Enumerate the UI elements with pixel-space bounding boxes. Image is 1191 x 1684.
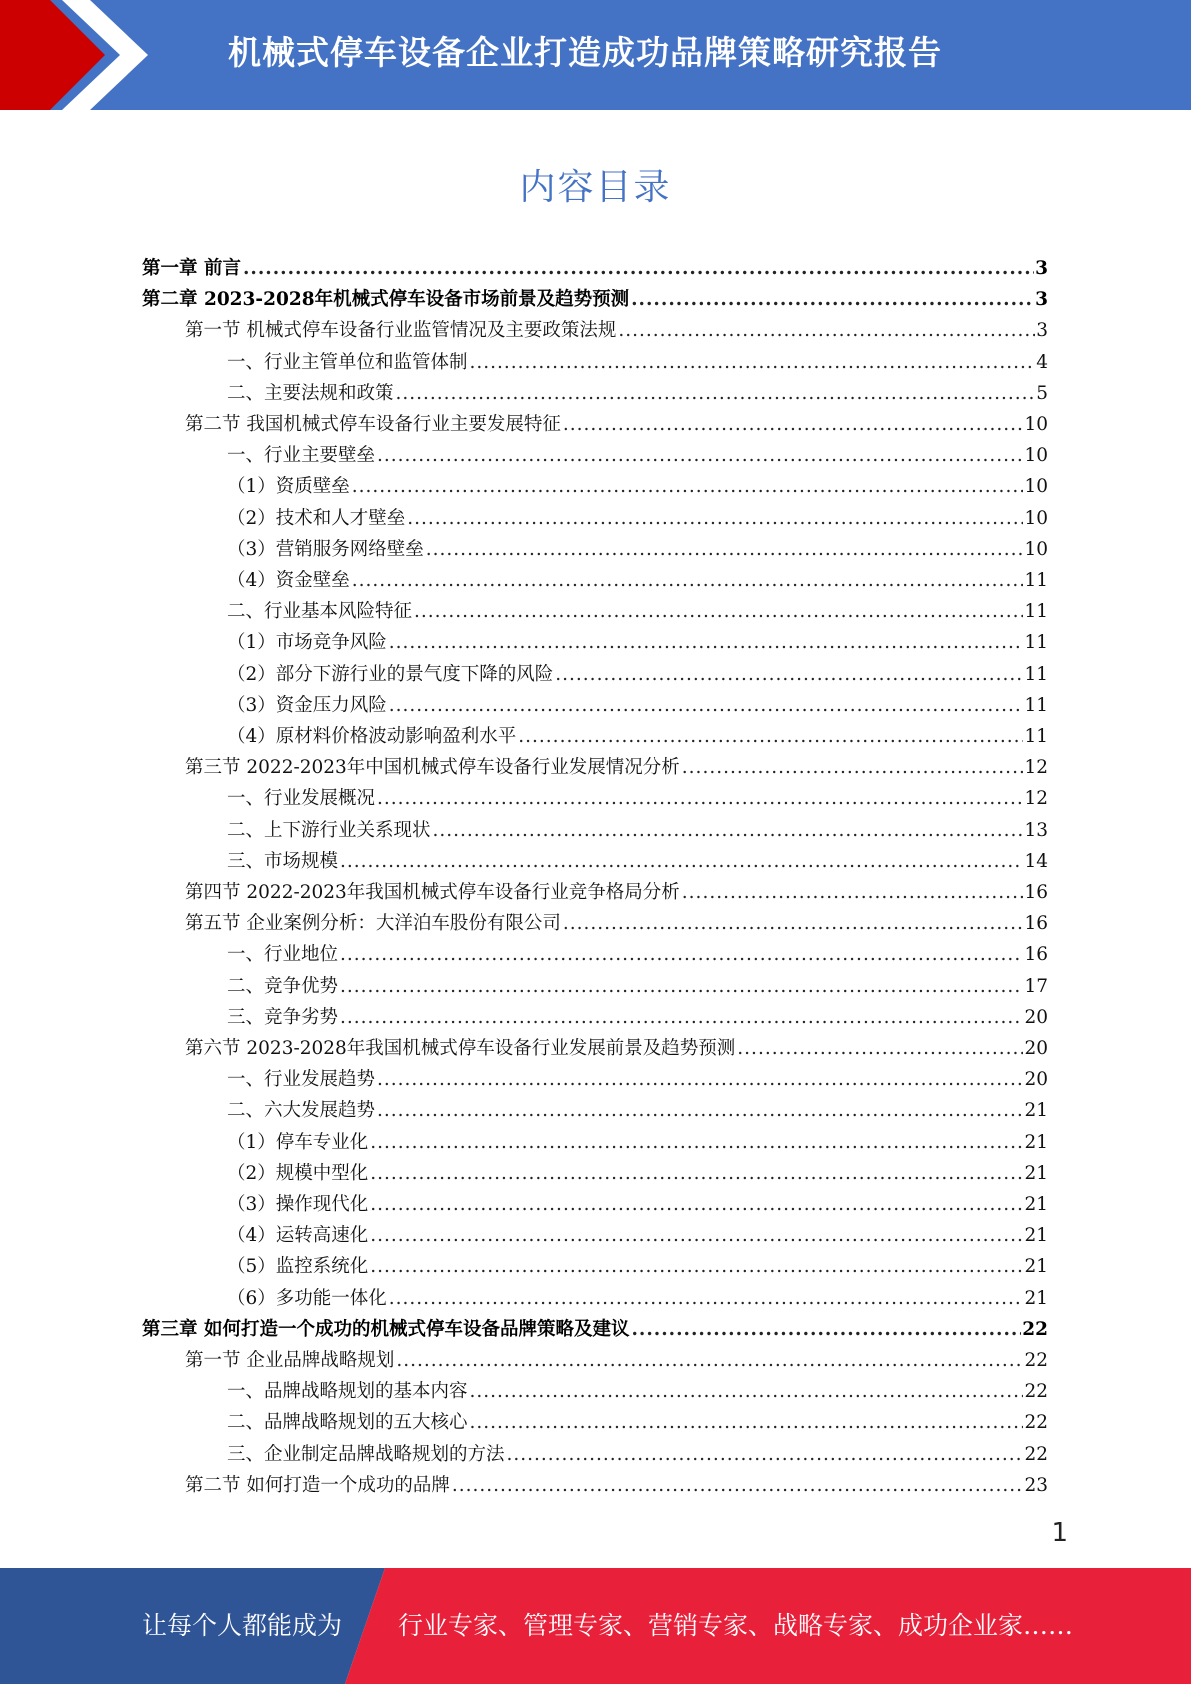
toc-dot-leader <box>370 1225 1023 1246</box>
toc-dot-leader <box>340 1007 1023 1028</box>
toc-dot-leader <box>452 1475 1024 1496</box>
toc-entry-page: 11 <box>1024 570 1048 591</box>
toc-entry[interactable] <box>227 441 1048 472</box>
toc-entry-title: 第二节 如何打造一个成功的品牌 <box>185 1474 450 1496</box>
toc-entry-page: 22 <box>1024 1381 1048 1403</box>
toc-entry-title: （2）技术和人才壁垒 <box>227 507 406 529</box>
toc-entry-page: 17 <box>1024 975 1048 997</box>
toc-entry-page: 21 <box>1024 1131 1048 1153</box>
toc-entry-title: （3）资金压力风险 <box>227 694 387 716</box>
toc-dot-leader <box>507 1444 1024 1465</box>
toc-entry-title: 一、行业发展趋势 <box>227 1069 376 1091</box>
toc-entry[interactable] <box>185 1346 1048 1377</box>
toc-entry-title: 三、市场规模 <box>227 850 339 872</box>
toc-entry[interactable] <box>227 1159 1048 1190</box>
toc-entry-title: （2）部分下游行业的景气度下降的风险 <box>227 663 554 685</box>
toc-dot-leader <box>389 632 1024 653</box>
toc-entry[interactable] <box>227 1128 1048 1159</box>
toc-entry-title: 二、行业基本风险特征 <box>227 601 413 623</box>
toc-entry-page: 3 <box>1035 258 1048 279</box>
toc-entry-page: 21 <box>1024 1287 1048 1309</box>
toc-dot-leader <box>389 695 1024 716</box>
toc-dot-leader <box>396 383 1036 404</box>
toc-entry[interactable] <box>185 1471 1048 1502</box>
toc-entry-title: 一、行业地位 <box>227 944 339 966</box>
toc-entry[interactable] <box>185 909 1048 940</box>
toc-entry-page: 10 <box>1024 414 1048 435</box>
toc-entry-page: 10 <box>1024 445 1048 467</box>
toc-entry-title: 二、品牌战略规划的五大核心 <box>227 1412 468 1434</box>
toc-dot-leader <box>563 414 1024 435</box>
toc-entry-title: 第三章 如何打造一个成功的机械式停车设备品牌策略及建议 <box>142 1318 630 1340</box>
toc-entry-title: （3）营销服务网络壁垒 <box>227 538 424 560</box>
toc-entry-page: 14 <box>1024 850 1048 872</box>
toc-dot-leader <box>389 1288 1024 1309</box>
toc-entry-page: 11 <box>1024 601 1048 623</box>
toc-entry[interactable] <box>227 940 1048 971</box>
toc-entry[interactable] <box>185 753 1048 784</box>
header-band <box>0 0 1191 110</box>
toc-entry-page: 22 <box>1024 1350 1048 1371</box>
toc-dot-leader <box>340 944 1023 965</box>
toc-entry[interactable] <box>227 691 1048 722</box>
toc-entry-page: 16 <box>1024 913 1048 935</box>
toc-entry-page: 10 <box>1024 507 1048 529</box>
page-number: 1 <box>1051 1518 1068 1548</box>
toc-entry[interactable] <box>185 878 1048 909</box>
toc-entry-page: 21 <box>1024 1256 1048 1278</box>
toc-dot-leader <box>352 570 1024 591</box>
toc-entry[interactable] <box>227 348 1048 379</box>
toc-entry-page: 13 <box>1024 819 1048 841</box>
toc-dot-leader <box>377 1100 1023 1121</box>
toc-entry[interactable] <box>227 566 1048 597</box>
toc-dot-leader <box>377 1069 1023 1090</box>
toc-entry-title: 二、六大发展趋势 <box>227 1100 376 1122</box>
toc-entry-page: 20 <box>1024 1069 1048 1091</box>
toc-entry-page: 21 <box>1024 1225 1048 1247</box>
toc-entry-title: （1）停车专业化 <box>227 1131 369 1153</box>
toc-entry-title: 第二章 2023-2028年机械式停车设备市场前景及趋势预测 <box>142 289 630 311</box>
toc-entry[interactable] <box>227 816 1048 847</box>
toc-dot-leader <box>377 445 1023 466</box>
toc-entry[interactable] <box>227 535 1048 566</box>
toc-dot-leader <box>631 289 1034 310</box>
toc-entry-page: 21 <box>1024 1100 1048 1122</box>
toc-entry-title: 第一章 前言 <box>142 258 241 279</box>
toc-entry[interactable] <box>185 316 1048 347</box>
toc-dot-leader <box>370 1194 1023 1215</box>
toc-entry-page: 11 <box>1024 663 1048 685</box>
toc-entry[interactable] <box>227 1252 1048 1283</box>
toc-entry[interactable] <box>227 660 1048 691</box>
toc-entry-page: 11 <box>1024 726 1048 747</box>
toc-entry-page: 11 <box>1024 694 1048 716</box>
toc-entry-page: 22 <box>1022 1318 1048 1340</box>
toc-entry[interactable] <box>227 1096 1048 1127</box>
toc-entry-title: 第五节 企业案例分析：大洋泊车股份有限公司 <box>185 913 561 935</box>
toc-dot-leader <box>407 508 1023 529</box>
toc-entry-title: 第二节 我国机械式停车设备行业主要发展特征 <box>185 414 561 435</box>
toc-dot-leader <box>631 1319 1021 1340</box>
toc-entry-title: 第一节 企业品牌战略规划 <box>185 1350 395 1371</box>
toc-entry[interactable] <box>227 1377 1048 1408</box>
toc-dot-leader <box>243 258 1034 279</box>
toc-entry-page: 16 <box>1024 882 1048 903</box>
footer-band <box>0 1568 1191 1684</box>
toc-entry-title: （1）市场竞争风险 <box>227 632 387 654</box>
toc-dot-leader <box>340 851 1023 872</box>
toc-entry-title: 三、竞争劣势 <box>227 1006 339 1028</box>
toc-entry-page: 16 <box>1024 944 1048 966</box>
toc-entry[interactable] <box>227 1003 1048 1034</box>
toc-entry-page: 12 <box>1024 757 1048 779</box>
toc-entry-page: 12 <box>1024 788 1048 810</box>
toc-entry-title: （4）原材料价格波动影响盈利水平 <box>227 726 517 747</box>
toc-entry-title: 一、品牌战略规划的基本内容 <box>227 1381 468 1403</box>
toc-entry[interactable] <box>227 628 1048 659</box>
toc-entry[interactable] <box>227 1408 1048 1439</box>
toc-entry-title: 二、主要法规和政策 <box>227 382 394 404</box>
toc-dot-leader <box>470 352 1036 373</box>
toc-dot-leader <box>414 601 1023 622</box>
toc-entry[interactable] <box>185 1034 1048 1065</box>
toc-entry[interactable] <box>227 1440 1048 1471</box>
toc-entry-title: 一、行业主管单位和监管体制 <box>227 351 468 373</box>
toc-entry-title: （5）监控系统化 <box>227 1256 369 1278</box>
toc-entry-page: 5 <box>1036 382 1048 404</box>
toc-entry-page: 3 <box>1036 320 1048 342</box>
toc-entry[interactable] <box>227 784 1048 815</box>
toc-entry-title: 一、行业发展概况 <box>227 788 376 810</box>
toc-chapter-entry[interactable] <box>142 285 1048 316</box>
toc-dot-leader <box>426 539 1024 560</box>
toc-dot-leader <box>352 476 1024 497</box>
toc-entry-title: （3）操作现代化 <box>227 1194 369 1215</box>
toc-dot-leader <box>370 1132 1023 1153</box>
toc-dot-leader <box>682 882 1024 903</box>
toc-entry[interactable] <box>227 972 1048 1003</box>
toc-entry-title: 第三节 2022-2023年中国机械式停车设备行业发展情况分析 <box>185 757 680 779</box>
toc-entry[interactable] <box>227 722 1048 753</box>
toc-entry-page: 22 <box>1024 1443 1048 1465</box>
footer-slogan-right: 行业专家、管理专家、营销专家、战略专家、成功企业家…… <box>398 1611 1074 1640</box>
toc-dot-leader <box>370 1163 1023 1184</box>
toc-dot-leader <box>682 757 1024 778</box>
toc-entry-page: 23 <box>1024 1474 1048 1496</box>
toc-entry[interactable] <box>227 847 1048 878</box>
toc-entry[interactable] <box>227 1284 1048 1315</box>
toc-entry-page: 4 <box>1036 351 1048 373</box>
toc-entry[interactable] <box>185 410 1048 441</box>
toc-dot-leader <box>470 1381 1024 1402</box>
toc-entry-title: （2）规模中型化 <box>227 1162 369 1184</box>
toc-dot-leader <box>433 820 1024 841</box>
toc-entry-page: 20 <box>1024 1038 1048 1059</box>
toc-entry-page: 20 <box>1024 1006 1048 1028</box>
toc-dot-leader <box>396 1350 1023 1371</box>
toc-entry[interactable] <box>227 1221 1048 1252</box>
toc-entry-page: 10 <box>1024 476 1048 498</box>
toc-heading: 内容目录 <box>519 167 672 208</box>
report-title: 机械式停车设备企业打造成功品牌策略研究报告 <box>228 33 942 72</box>
toc-entry-title: 三、企业制定品牌战略规划的方法 <box>227 1443 505 1465</box>
toc-dot-leader <box>470 1412 1024 1433</box>
toc-entry[interactable] <box>227 1190 1048 1221</box>
toc-entry-page: 22 <box>1024 1412 1048 1434</box>
toc-dot-leader <box>518 726 1023 747</box>
toc-entry[interactable] <box>227 379 1048 410</box>
toc-entry-title: （4）运转高速化 <box>227 1225 369 1247</box>
toc-dot-leader <box>618 320 1035 341</box>
toc-entry-title: （4）资金壁垒 <box>227 570 350 591</box>
toc-entry[interactable] <box>227 597 1048 628</box>
toc-dot-leader <box>340 976 1023 997</box>
toc-entry-page: 21 <box>1024 1194 1048 1215</box>
toc-dot-leader <box>737 1038 1023 1059</box>
toc-entry-title: 第一节 机械式停车设备行业监管情况及主要政策法规 <box>185 320 617 342</box>
toc-entry-title: （6）多功能一体化 <box>227 1287 387 1309</box>
toc-entry-title: （1）资质壁垒 <box>227 476 350 498</box>
toc-entry-title: 二、竞争优势 <box>227 975 339 997</box>
toc-chapter-entry[interactable] <box>142 254 1048 285</box>
toc-dot-leader <box>370 1256 1023 1277</box>
toc-entry[interactable] <box>227 1065 1048 1096</box>
footer-slogan-left: 让每个人都能成为 <box>142 1611 343 1640</box>
toc-chapter-entry[interactable] <box>142 1315 1048 1346</box>
toc-entry-page: 21 <box>1024 1162 1048 1184</box>
toc-entry[interactable] <box>227 504 1048 535</box>
toc-dot-leader <box>377 788 1023 809</box>
toc-entry[interactable] <box>227 472 1048 503</box>
toc-entry-page: 11 <box>1024 632 1048 654</box>
toc-dot-leader <box>563 913 1024 934</box>
toc-entry-title: 第六节 2023-2028年我国机械式停车设备行业发展前景及趋势预测 <box>185 1038 736 1059</box>
toc-entry-title: 一、行业主要壁垒 <box>227 445 376 467</box>
toc-entry-title: 第四节 2022-2023年我国机械式停车设备行业竞争格局分析 <box>185 882 680 903</box>
toc-entry-page: 10 <box>1024 538 1048 560</box>
toc-entry-title: 二、上下游行业关系现状 <box>227 819 431 841</box>
toc-dot-leader <box>555 664 1023 685</box>
toc-entry-page: 3 <box>1035 289 1048 311</box>
